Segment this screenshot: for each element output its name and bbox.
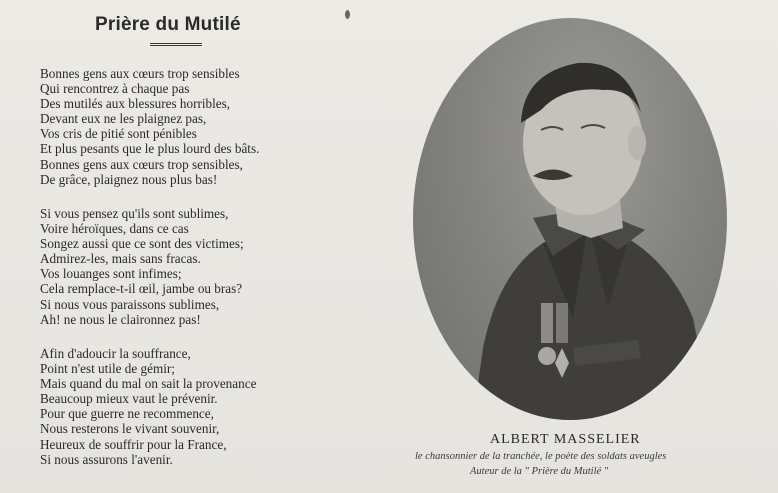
paper-speck — [345, 10, 350, 19]
poem-line: Bonnes gens aux cœurs trop sensibles — [40, 66, 240, 81]
poem-line: Si nous assurons l'avenir. — [40, 451, 173, 467]
poem-line: Point n'est utile de gémir; — [40, 361, 175, 377]
jacket-shape — [473, 223, 713, 420]
poem-line: Vos cris de pitié sont pénibles — [40, 126, 197, 142]
poem-line: Ah! ne nous le claironnez pas! — [40, 311, 201, 327]
poem-line: Beaucoup mieux vaut le prévenir. — [40, 391, 218, 407]
poem-line: Pour que guerre ne recommence, — [40, 406, 214, 422]
medal — [538, 347, 556, 365]
poem-line: Bonnes gens aux cœurs trop sensibles, — [40, 156, 243, 172]
caption-name: ALBERT MASSELIER — [490, 432, 641, 447]
poem-line: Des mutilés aux blessures horribles, — [40, 96, 231, 112]
medal-ribbon — [541, 303, 553, 343]
stanza-2 — [40, 206, 244, 327]
poem-line: Voire héroïques, dans ce cas — [40, 221, 189, 237]
caption-author-line: Auteur de la " Prière du Mutilé " — [470, 466, 609, 477]
poem-line: Heureux de souffrir pour la France, — [40, 436, 227, 452]
poem-line: Si nous vous paraissons sublimes, — [40, 296, 220, 312]
caption-subtitle: le chansonnier de la tranchée, le poète des soldats aveugles — [415, 451, 667, 462]
portrait-illustration — [413, 18, 727, 420]
poem-line: Mais quand du mal on sait la provenance — [40, 376, 257, 392]
stanza-3 — [40, 346, 256, 467]
poem-line: Admirez-les, mais sans fracas. — [40, 251, 201, 267]
medal-ribbon — [556, 303, 568, 343]
poem-line: De grâce, plaignez nous plus bas! — [40, 171, 218, 187]
poem-line: Cela remplace-t-il œil, jambe ou bras? — [40, 281, 243, 297]
stanza-1 — [40, 66, 259, 187]
poem-line: Qui rencontrez à chaque pas — [40, 81, 190, 97]
poem-line: Nous resterons le vivant souvenir, — [40, 421, 220, 437]
poem-line: Devant eux ne les plaignez pas, — [40, 111, 207, 127]
title-underline — [150, 43, 202, 46]
poem-line: Et plus pesants que le plus lourd des bâts. — [40, 141, 260, 157]
poem-line: Songez aussi que ce sont des victimes; — [40, 236, 244, 252]
poem-line: Afin d'adoucir la souffrance, — [40, 346, 191, 361]
poem-line: Si vous pensez qu'ils sont sublimes, — [40, 206, 229, 221]
portrait-photo — [413, 18, 727, 420]
poem-title: Prière du Mutilé — [95, 14, 241, 35]
poem-line: Vos louanges sont infimes; — [40, 266, 182, 282]
ear-shape — [628, 126, 646, 160]
